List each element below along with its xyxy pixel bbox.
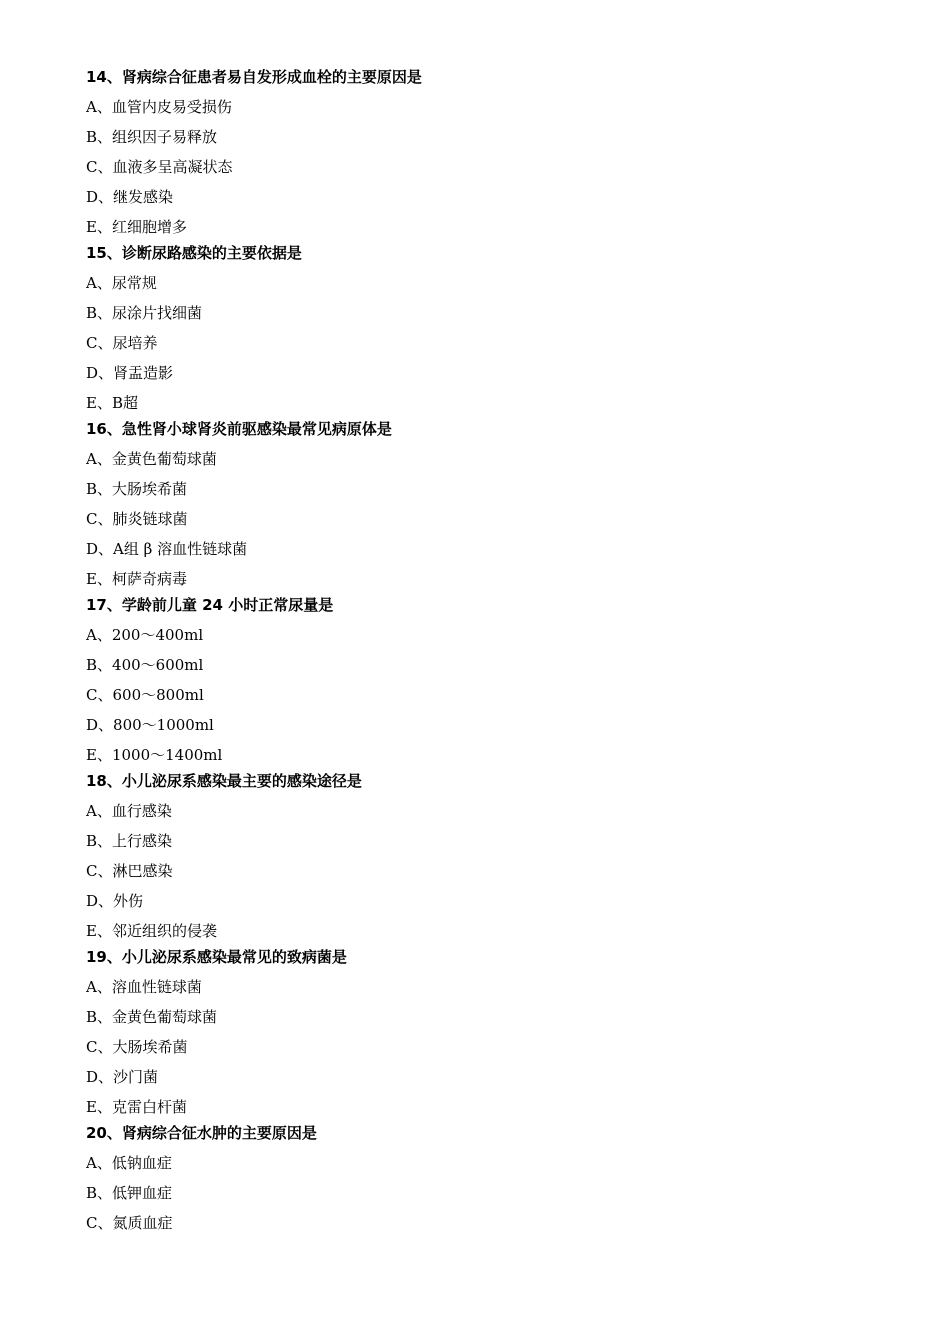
question-15-option-b: B、尿涂片找细菌 [86, 304, 203, 322]
question-18-option-d: D、外伤 [86, 892, 144, 910]
question-14-title: 14、肾病综合征患者易自发形成血栓的主要原因是 [86, 68, 422, 86]
question-19-option-d: D、沙门菌 [86, 1068, 159, 1086]
question-20-option-c: C、氮质血症 [86, 1214, 173, 1232]
question-14-option-a: A、血管内皮易受损伤 [86, 98, 232, 116]
question-17-option-b: B、400～600ml [86, 656, 204, 674]
question-18-option-e: E、邻近组织的侵袭 [86, 922, 217, 940]
question-15-option-c: C、尿培养 [86, 334, 158, 352]
question-19-option-b: B、金黄色葡萄球菌 [86, 1008, 218, 1026]
question-14-option-e: E、红细胞增多 [86, 218, 187, 236]
question-17-title: 17、学龄前儿童 24 小时正常尿量是 [86, 596, 334, 614]
question-14-option-d: D、继发感染 [86, 188, 174, 206]
question-20-option-b: B、低钾血症 [86, 1184, 173, 1202]
question-17-option-e: E、1000～1400ml [86, 746, 223, 764]
question-16-option-b: B、大肠埃希菌 [86, 480, 188, 498]
question-18-title: 18、小儿泌尿系感染最主要的感染途径是 [86, 772, 362, 790]
question-16-title: 16、急性肾小球肾炎前驱感染最常见病原体是 [86, 420, 392, 438]
question-18-option-a: A、血行感染 [86, 802, 172, 820]
question-18-option-c: C、淋巴感染 [86, 862, 173, 880]
question-20-option-a: A、低钠血症 [86, 1154, 172, 1172]
question-17-option-d: D、800～1000ml [86, 716, 214, 734]
question-18-option-b: B、上行感染 [86, 832, 173, 850]
question-14-option-b: B、组织因子易释放 [86, 128, 218, 146]
question-16-option-e: E、柯萨奇病毒 [86, 570, 187, 588]
question-16-option-d: D、A组 β 溶血性链球菌 [86, 540, 248, 558]
question-17-option-a: A、200～400ml [86, 626, 204, 644]
question-15-option-d: D、肾盂造影 [86, 364, 174, 382]
question-17-option-c: C、600～800ml [86, 686, 204, 704]
question-19-option-c: C、大肠埃希菌 [86, 1038, 188, 1056]
question-16-option-c: C、肺炎链球菌 [86, 510, 188, 528]
question-16-option-a: A、金黄色葡萄球菌 [86, 450, 217, 468]
question-20-title: 20、肾病综合征水肿的主要原因是 [86, 1124, 317, 1142]
question-19-option-a: A、溶血性链球菌 [86, 978, 202, 996]
question-19-option-e: E、克雷白杆菌 [86, 1098, 187, 1116]
question-14-option-c: C、血液多呈高凝状态 [86, 158, 233, 176]
question-15-option-a: A、尿常规 [86, 274, 157, 292]
question-19-title: 19、小儿泌尿系感染最常见的致病菌是 [86, 948, 347, 966]
question-15-title: 15、诊断尿路感染的主要依据是 [86, 244, 302, 262]
question-15-option-e: E、B超 [86, 394, 138, 412]
